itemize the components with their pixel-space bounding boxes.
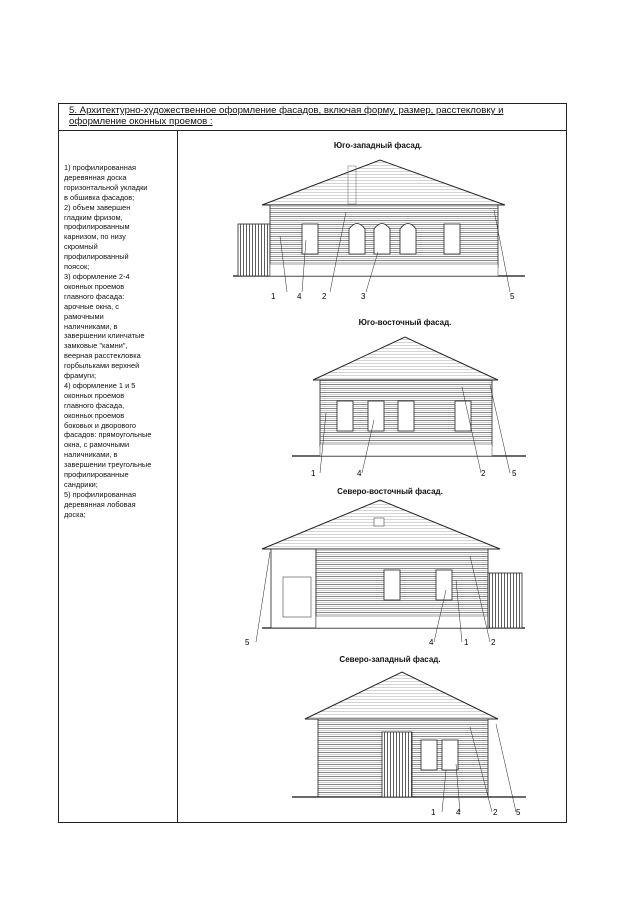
- callout-label: 5: [245, 638, 250, 647]
- description-line: профилированные: [64, 470, 129, 480]
- facade-title-southwest: Юго-западный фасад.: [333, 141, 423, 150]
- description-line: главного фасада,: [64, 400, 125, 410]
- description-line: 2) объем завершен: [64, 202, 131, 212]
- callout-label: 3: [361, 292, 366, 301]
- description-line: фасадов: прямоугольные: [64, 430, 152, 440]
- description-line: поясок;: [64, 262, 90, 272]
- facade-title-northwest: Северо-западный фасад.: [339, 655, 441, 664]
- facade-northwest: [292, 672, 526, 817]
- callout-label: 2: [322, 292, 327, 301]
- description-line: завершении треугольные: [64, 460, 152, 470]
- callout-label: 2: [481, 469, 486, 478]
- description-line: фрамуги;: [64, 371, 97, 381]
- description-line: в обшивка фасадов;: [64, 192, 135, 202]
- description-line: главного фасада:: [64, 291, 125, 301]
- callout-label: 2: [491, 638, 496, 647]
- description-line: 3) оформление 2-4: [64, 271, 130, 281]
- callout-label: 1: [464, 638, 469, 647]
- facade-northeast: [245, 500, 525, 647]
- callout-label: 5: [510, 292, 515, 301]
- description-line: горбыльками верхней: [64, 361, 140, 371]
- description-line: арочные окна, с: [64, 301, 119, 311]
- description-line: веерная расстекловка: [64, 351, 141, 361]
- description-line: скромный: [64, 242, 98, 252]
- description-line: 5) профилированная: [64, 489, 136, 499]
- callout-label: 1: [271, 292, 276, 301]
- description-line: наличниками, в: [64, 450, 118, 460]
- section-title: 5. Архитектурно-художественное оформление фасадов, включая форму, размер, расстекловку и оформление оконных проемов :: [59, 104, 566, 131]
- description-line: оконных проемов: [64, 390, 125, 400]
- description-line: профилированный: [64, 252, 129, 262]
- description-line: 4) оформление 1 и 5: [64, 380, 136, 390]
- description-line: деревянная лобовая: [64, 499, 136, 509]
- description-line: сандрики;: [64, 480, 98, 489]
- callout-label: 4: [456, 808, 461, 817]
- description-line: горизонтальной укладки: [64, 182, 148, 192]
- description-line: рамочными: [64, 311, 104, 321]
- description-line: 1) профилированная: [64, 163, 136, 172]
- facade-title-northeast: Северо-восточный фасад.: [337, 487, 443, 496]
- description-line: доска;: [64, 509, 86, 519]
- description-line: замковые "камни",: [64, 341, 128, 351]
- facade-southeast: [292, 337, 526, 478]
- callout-label: 5: [516, 808, 521, 817]
- description-line: боковых и дворового: [64, 420, 137, 430]
- description-line: оконных проемов: [64, 281, 125, 291]
- description-line: оконных проемов: [64, 410, 125, 420]
- description-line: наличниками, в: [64, 321, 118, 331]
- callout-label: 5: [512, 469, 517, 478]
- callout-label: 1: [431, 808, 436, 817]
- facade-title-southeast: Юго-восточный фасад.: [358, 318, 452, 327]
- callout-label: 4: [357, 469, 362, 478]
- description-line: окна, с рамочными: [64, 440, 130, 450]
- callout-label: 1: [311, 469, 316, 478]
- description-line: гладким фризом,: [64, 212, 123, 222]
- callout-label: 4: [297, 292, 302, 301]
- description-line: профилированным: [64, 222, 130, 232]
- description-line: завершении клинчатые: [64, 331, 145, 341]
- description-line: деревянная доска: [64, 172, 127, 182]
- facade-southwest: [233, 160, 525, 301]
- callout-label: 4: [429, 638, 434, 647]
- callout-label: 2: [493, 808, 498, 817]
- description-line: карнизом, по низу: [64, 232, 126, 242]
